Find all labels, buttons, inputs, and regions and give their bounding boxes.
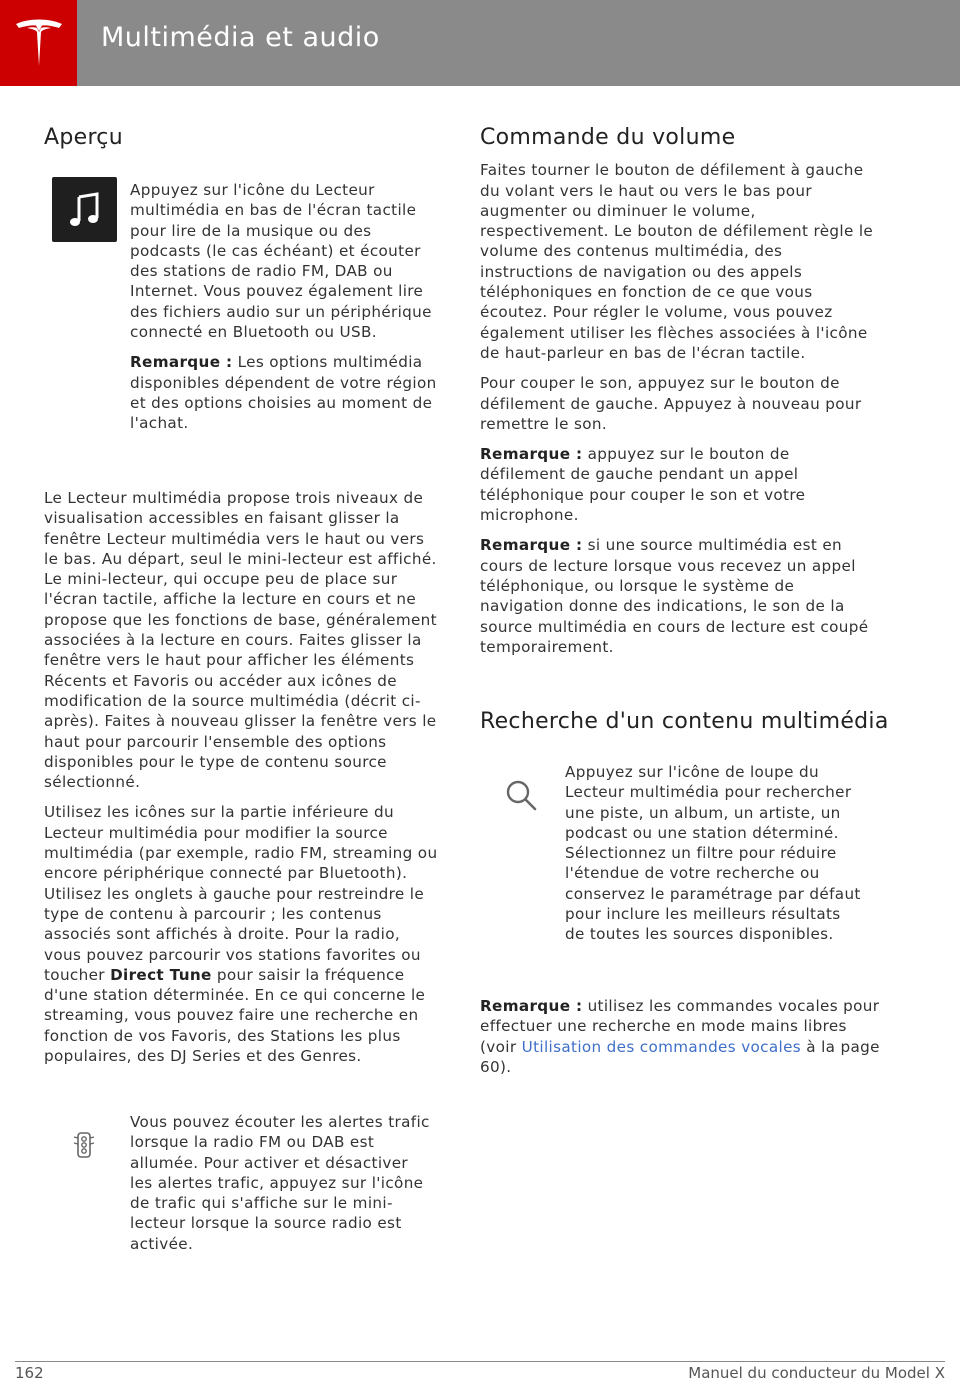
note-label: Remarque : (480, 536, 583, 555)
note-label: Remarque : (480, 445, 583, 464)
direct-tune-label: Direct Tune (110, 965, 212, 984)
section-heading-recherche: Recherche d'un contenu multimédia (480, 709, 889, 734)
body-paragraph: Faites tourner le bouton de défilement à gauche du volant vers le haut ou vers le bas pour augmenter ou diminuer le volume, respectivement. Le bouton de défilement règle le volume des contenus multimédia, des instructions de navigation ou des appels téléphoniques en fonction de ce que vous écoutez. Pour régler le volume, vous pouvez également utiliser les flèches associées à l'icône de haut-parleur en bas de l'écran tactile. (480, 161, 874, 362)
footer-divider (15, 1361, 945, 1362)
voice-note-block (480, 996, 880, 1087)
section-heading-apercu: Aperçu (44, 125, 123, 150)
media-icon-description (130, 180, 440, 444)
note-paragraph (480, 535, 875, 657)
note-label: Remarque : (480, 997, 583, 1015)
page-header (0, 0, 960, 86)
note-paragraph (480, 444, 875, 525)
body-paragraph: Pour couper le son, appuyez sur le bouton de défilement de gauche. Appuyez à nouveau pour remettre le son. (480, 374, 862, 433)
traffic-light-icon (70, 1131, 98, 1159)
note-text: à la page 60). (480, 1037, 880, 1076)
note-label: Remarque : (130, 353, 233, 372)
body-text: pour saisir la fréquence d'une station déterminée. En ce qui concerne le streaming, vous pouvez faire une recherche en fonction de vos Favoris, des Stations les plus populaires, des DJ Series et des Genres. (44, 965, 426, 1066)
note-text: utilisez les commandes vocales pour effectuer une recherche en mode mains libres (voir (480, 997, 880, 1056)
right-column (480, 125, 875, 667)
left-body (44, 488, 439, 1076)
note-text: Les options multimédia disponibles dépendent de votre région et des options choisies au moment de l'achat. (130, 353, 437, 433)
voice-commands-link[interactable]: Utilisation des commandes vocales (521, 1037, 802, 1056)
media-icon-text: Appuyez sur l'icône du Lecteur multimédia en bas de l'écran tactile pour lire de la musique ou des podcasts (le cas échéant) et écouter des stations de radio FM, DAB ou Internet. Vous pouvez également lire des fichiers audio sur un périphérique connecté en Bluetooth ou USB. (130, 181, 432, 342)
body-paragraph (44, 802, 439, 1066)
body-text: Utilisez les icônes sur la partie inférieure du Lecteur multimédia pour modifier la source multimédia (par exemple, radio FM, streaming ou encore périphérique connecté par Bluetooth). Utilisez les onglets à gauche pour restreindre le type de contenu à parcourir ; les contenus associés sont affichés à droite. Pour la radio, vous pouvez parcourir vos stations favorites ou toucher (44, 803, 438, 984)
page-number: 162 (15, 1364, 44, 1382)
search-description (565, 762, 865, 955)
note-text: appuyez sur le bouton de défilement de gauche pendant un appel téléphonique pour couper le son et votre microphone. (480, 445, 806, 525)
note-paragraph (130, 352, 440, 433)
search-heading-block (480, 709, 900, 734)
magnifier-icon (504, 778, 538, 812)
search-text: Appuyez sur l'icône de loupe du Lecteur multimédia pour rechercher une piste, un album, un artiste, un podcast ou une station déterminé. Sélectionnez un filtre pour réduire l'étendue de votre recherche ou conservez le paramétrage par défaut pour inclure les meilleurs résultats de toutes les sources disponibles. (565, 763, 861, 944)
traffic-alert-description (130, 1112, 430, 1264)
music-note-icon (52, 177, 117, 242)
body-paragraph: Le Lecteur multimédia propose trois niveaux de visualisation accessibles en faisant glisser la fenêtre Lecteur multimédia vers le haut ou vers le bas. Au départ, seul le mini-lecteur est affiché. Le mini-lecteur, qui occupe peu de place sur l'écran tactile, affiche la lecture en cours et ne propose que les fonctions de base, généralement associées à la lecture en cours. Faites glisser la fenêtre vers le haut pour afficher les éléments Récents et Favoris ou accéder aux icônes de modification de la source multimédia (décrit ci-après). Faites à nouveau glisser la fenêtre vers le haut pour parcourir l'ensemble des options disponibles pour le type de contenu source sélectionné. (44, 489, 437, 792)
left-column (44, 125, 439, 150)
note-paragraph (480, 996, 880, 1077)
section-heading-volume: Commande du volume (480, 125, 736, 150)
tesla-logo-icon (0, 0, 77, 86)
manual-title: Manuel du conducteur du Model X (688, 1364, 945, 1382)
traffic-text: Vous pouvez écouter les alertes trafic lorsque la radio FM ou DAB est allumée. Pour activer et désactiver les alertes trafic, appuyez sur l'icône de trafic qui s'affiche sur le mini-lecteur lorsque la source radio est activée. (130, 1113, 430, 1253)
note-text: si une source multimédia est en cours de lecture lorsque vous recevez un appel téléphonique, ou lorsque le système de navigation donne des indications, le son de la source multimédia en cours de lecture est coupé temporairement. (480, 536, 869, 656)
page-title: Multimédia et audio (101, 22, 380, 53)
